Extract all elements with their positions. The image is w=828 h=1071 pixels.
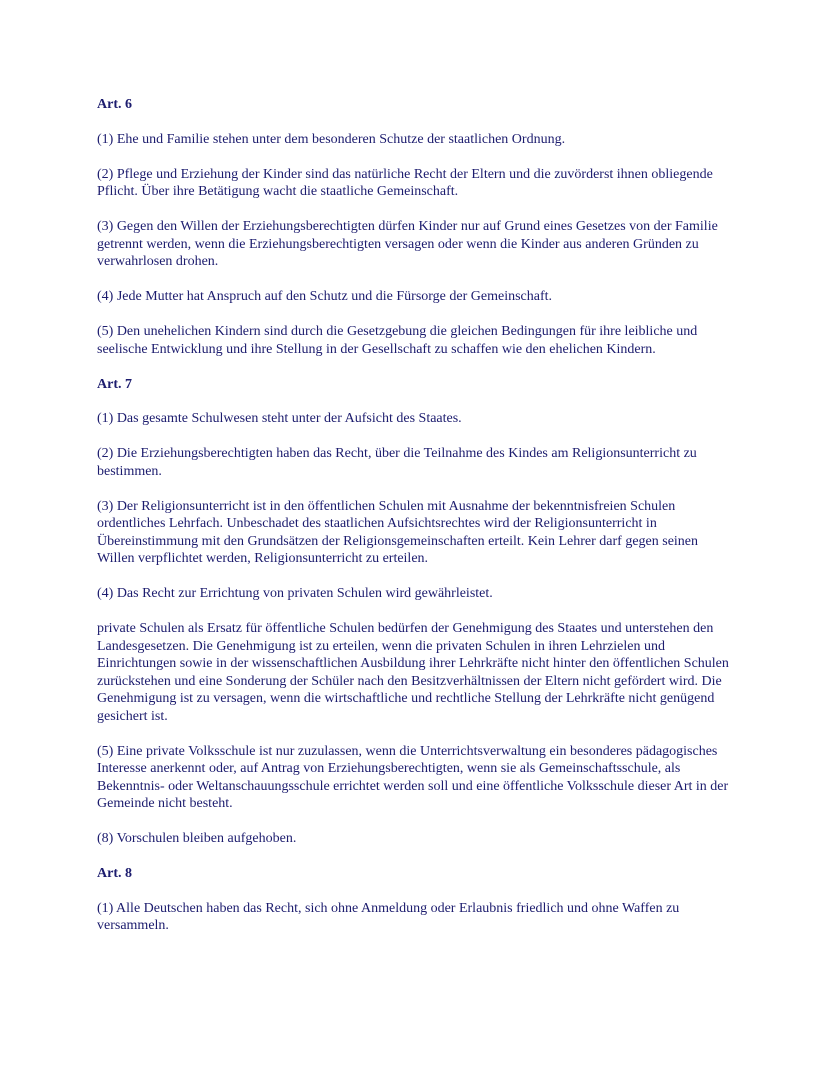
paragraph: (4) Jede Mutter hat Anspruch auf den Schutz und die Fürsorge der Gemeinschaft. (97, 289, 553, 304)
paragraph: (5) Eine private Volksschule ist nur zuzulassen, wenn die Unterrichtsverwaltung ein besonderes pädagogisches Interesse anerkennt oder, auf Antrag von Erziehungsberechtigten, wenn sie als Gemeinschaftsschule, als Bekenntnis- oder Weltanschauungsschule errichtet werden soll und eine öffentliche Volksschule dieser Art in der Gemeinde nicht besteht. (97, 743, 729, 811)
paragraph: (8) Vorschulen bleiben aufgehoben. (97, 831, 297, 846)
paragraph: (1) Ehe und Familie stehen unter dem besonderen Schutze der staatlichen Ordnung. (97, 131, 566, 147)
article-heading: Art. 6 (97, 97, 132, 112)
paragraph: (2) Die Erziehungsberechtigten haben das Recht, über die Teilnahme des Kindes am Religionsunterricht zu bestimmen. (97, 446, 697, 479)
article-6 (97, 96, 737, 358)
paragraph: (3) Der Religionsunterricht ist in den öffentlichen Schulen mit Ausnahme der bekenntnisfreien Schulen ordentliches Lehrfach. Unbeschadet des staatlichen Aufsichtsrechtes wird der Religionsunterricht in Übereinstimmung mit den Grundsätzen der Religionsgemeinschaften erteilt. Kein Lehrer darf gegen seinen Willen verpflichtet werden, Religionsunterricht zu erteilen. (97, 498, 699, 566)
paragraph: (2) Pflege und Erziehung der Kinder sind das natürliche Recht der Eltern und die zuvörderst ihnen obliegende Pflicht. Über ihre Betätigung wacht die staatliche Gemeinschaft. (97, 166, 713, 199)
document-page (97, 96, 737, 952)
article-heading: Art. 7 (97, 376, 132, 392)
article-8 (97, 865, 737, 935)
paragraph: (3) Gegen den Willen der Erziehungsberechtigten dürfen Kinder nur auf Grund eines Gesetzes von der Familie getrennt werden, wenn die Erziehungsberechtigten versagen oder wenn die Kinder aus anderen Gründen zu verwahrlosen drohen. (97, 219, 718, 269)
article-heading: Art. 8 (97, 866, 132, 881)
paragraph: (1) Das gesamte Schulwesen steht unter der Aufsicht des Staates. (97, 411, 462, 426)
paragraph: (5) Den unehelichen Kindern sind durch die Gesetzgebung die gleichen Bedingungen für ihre leibliche und seelische Entwicklung und ihre Stellung in der Gesellschaft zu schaffen wie den ehelichen Kindern. (97, 324, 698, 357)
paragraph: (1) Alle Deutschen haben das Recht, sich ohne Anmeldung oder Erlaubnis friedlich und ohne Waffen zu versammeln. (97, 900, 680, 933)
article-7 (97, 376, 737, 848)
paragraph: (4) Das Recht zur Errichtung von privaten Schulen wird gewährleistet. (97, 586, 493, 601)
paragraph: private Schulen als Ersatz für öffentliche Schulen bedürfen der Genehmigung des Staates und unterstehen den Landesgesetzen. Die Genehmigung ist zu erteilen, wenn die privaten Schulen in ihren Lehrzielen und Einrichtungen sowie in der wissenschaftlichen Ausbildung ihrer Lehrkräfte nicht hinter den öffentlichen Schulen zurückstehen und eine Sonderung der Schüler nach den Besitzverhältnissen der Eltern nicht gefördert wird. Die Genehmigung ist zu versagen, wenn die wirtschaftliche und rechtliche Stellung der Lehrkräfte nicht genügend gesichert ist. (97, 621, 729, 724)
